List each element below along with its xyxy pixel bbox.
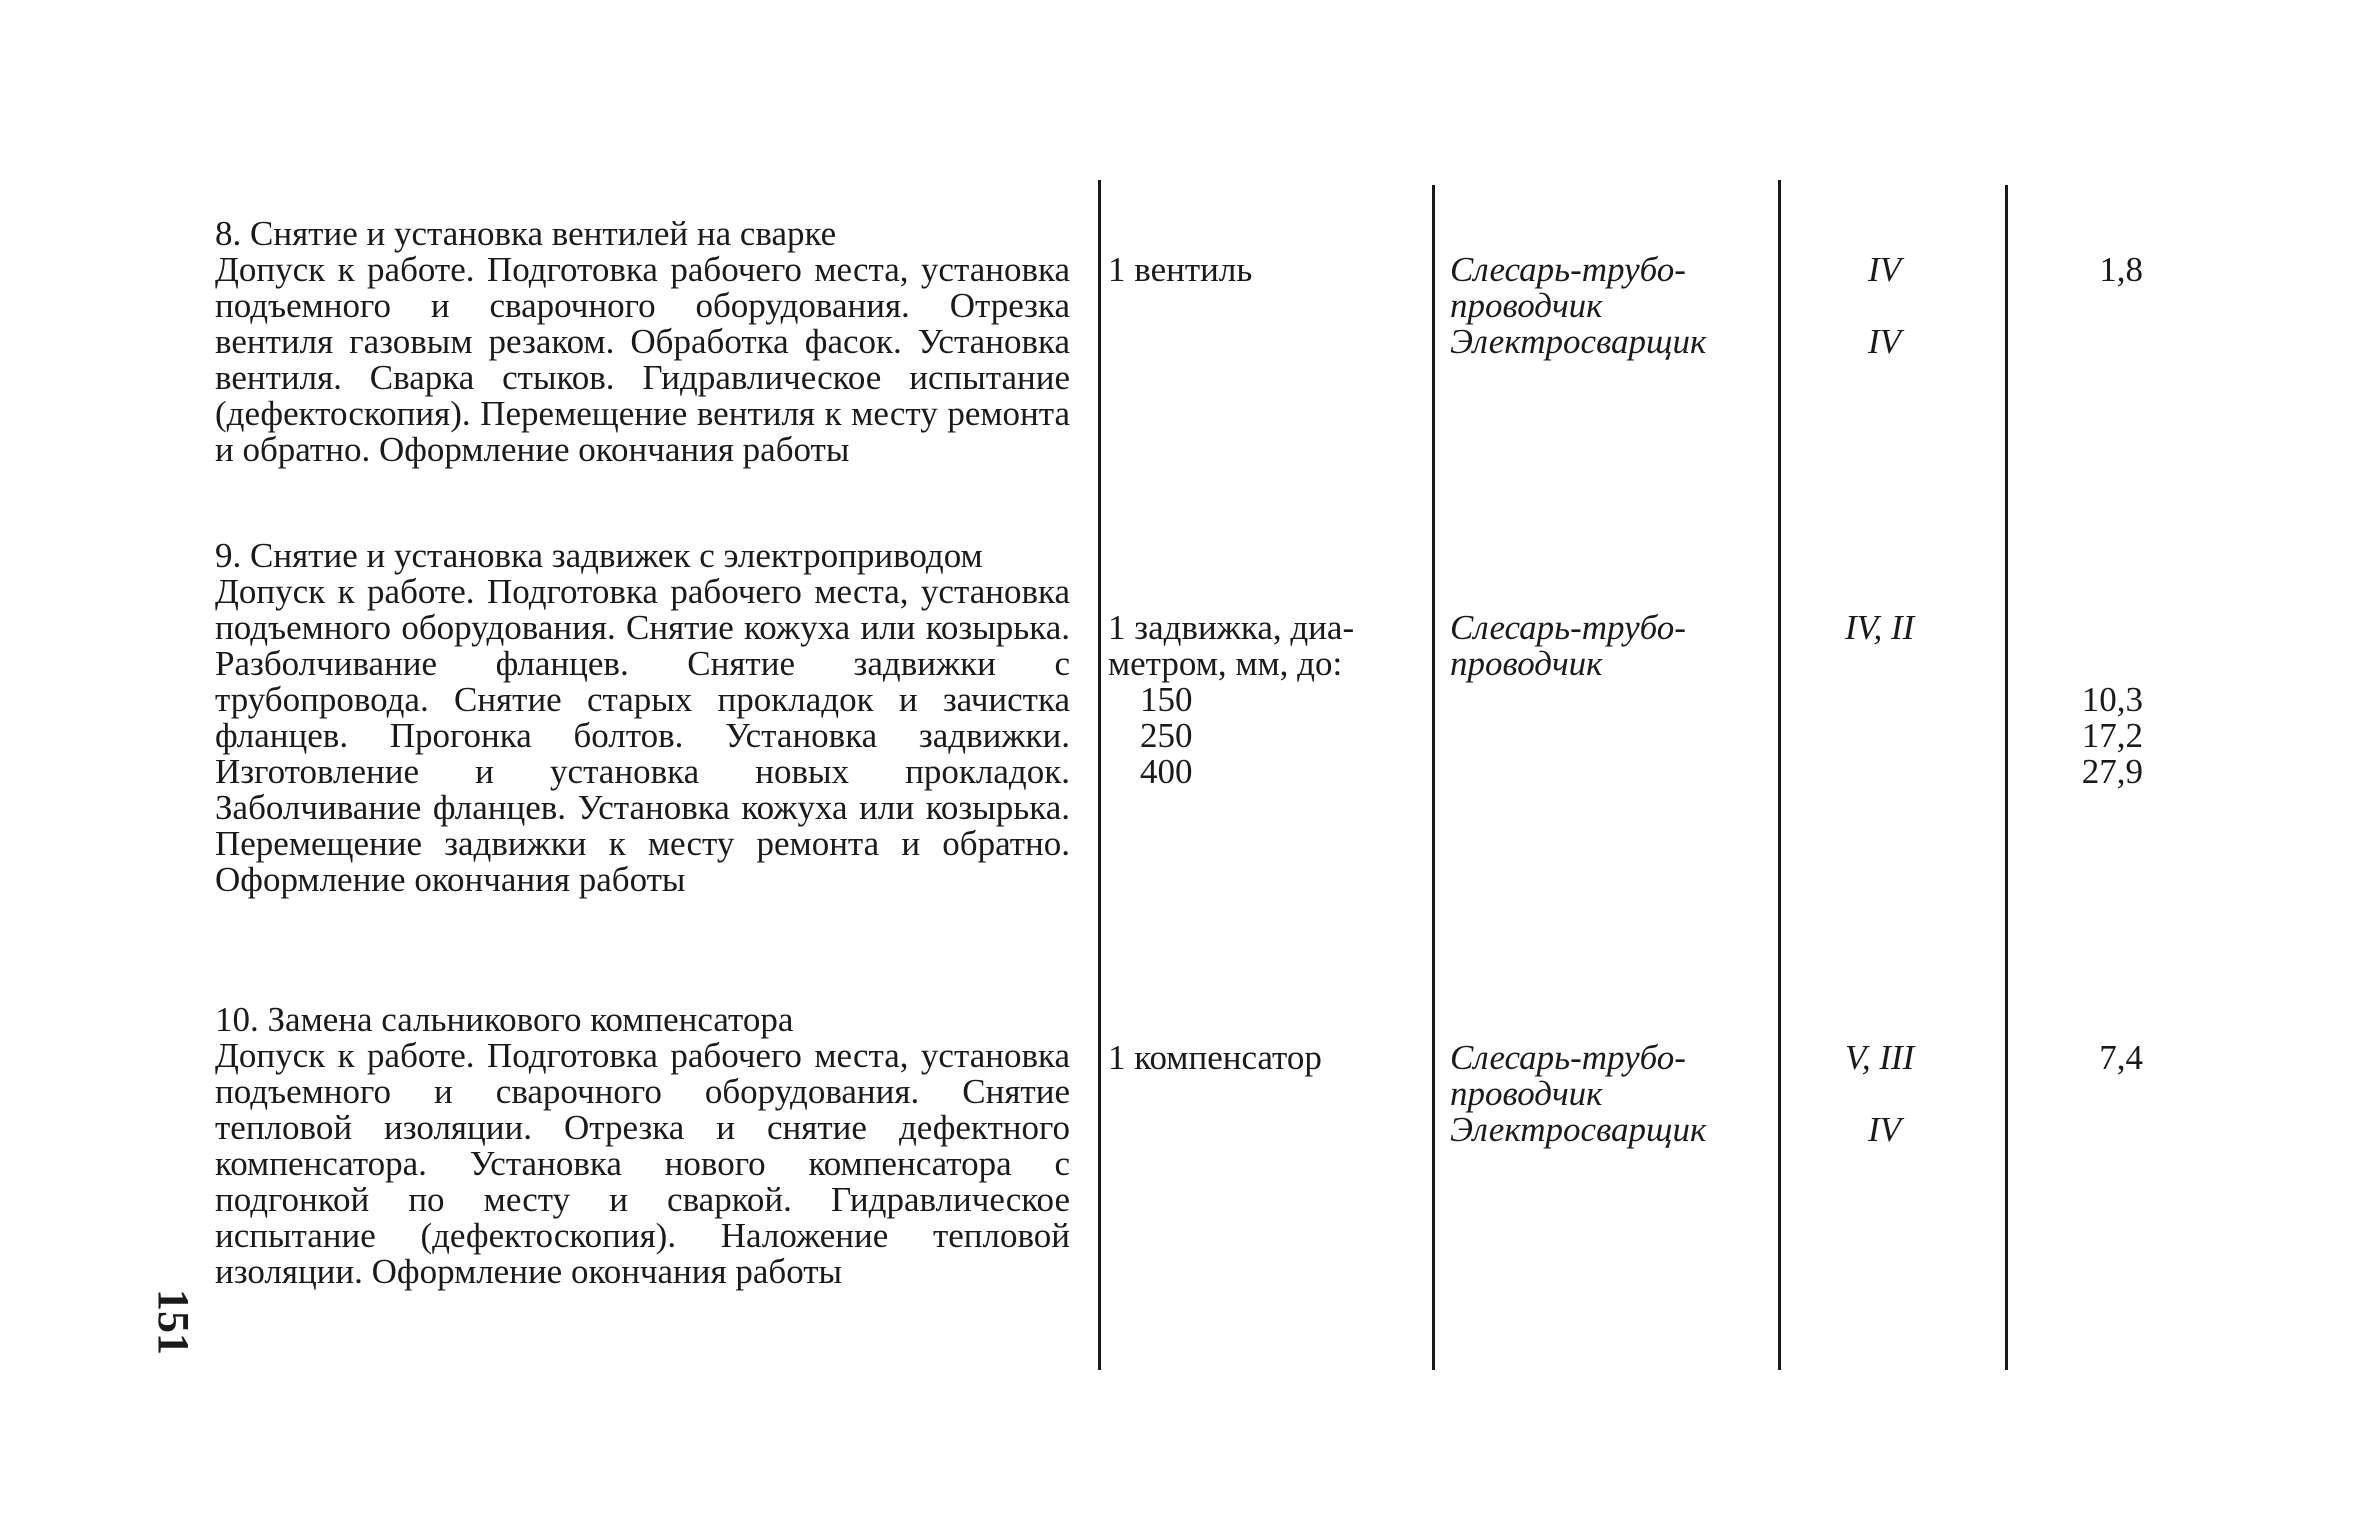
- row-8-unit: 1 вентиль: [1108, 250, 1253, 289]
- row-8-worker-1a: Слесарь-трубо-: [1450, 250, 1686, 289]
- row-9-unit-line-2: метром, мм, до:: [1108, 644, 1343, 683]
- row-8-worker-2: Электросварщик: [1450, 322, 1707, 361]
- row-9-description: [215, 538, 1070, 898]
- row-10-worker-1a: Слесарь-трубо-: [1450, 1038, 1686, 1077]
- row-8-worker-1b: проводчик: [1450, 286, 1603, 325]
- row-9-diameter-250: 250: [1140, 716, 1193, 755]
- row-10-grade-2: IV: [1868, 1110, 1902, 1149]
- row-9-unit-line-1: 1 задвижка, диа-: [1108, 608, 1355, 647]
- row-9-diameter-150: 150: [1140, 680, 1193, 719]
- row-10-worker-1b: проводчик: [1450, 1074, 1603, 1113]
- row-9-norm-250: 17,2: [2081, 716, 2143, 755]
- row-9-grade: IV, II: [1845, 608, 1915, 647]
- row-10-grade-1: V, III: [1845, 1038, 1915, 1077]
- page-number: 151: [149, 1289, 198, 1355]
- row-9-worker-a: Слесарь-трубо-: [1450, 608, 1686, 647]
- column-divider-2: [1432, 185, 1435, 1370]
- column-divider-3: [1778, 180, 1781, 1370]
- row-10-unit: 1 компенсатор: [1108, 1038, 1322, 1077]
- row-9-body: Допуск к работе. Подготовка рабочего места, установка подъемного оборудования. Снятие кожуха или козырька. Разболчивание фланцев. Снятие задвижки с трубопровода. Снятие старых прокладок и зачистка фланцев. Прогонка болтов. Установка задвижки. Изготовление и установка новых прокладок. Заболчивание фланцев. Установка кожуха или козырька. Перемещение задвижки к месту ремонта и обратно. Оформление окончания работы: [215, 572, 1070, 899]
- row-8-grade-1: IV: [1868, 250, 1902, 289]
- row-8-norm: 1,8: [2099, 250, 2143, 289]
- row-9-title: 9. Снятие и установка задвижек с электроприводом: [215, 536, 983, 575]
- row-10-norm: 7,4: [2099, 1038, 2143, 1077]
- column-divider-1: [1098, 180, 1101, 1370]
- column-divider-4: [2005, 185, 2008, 1370]
- row-10-title: 10. Замена сальникового компенсатора: [215, 1000, 794, 1039]
- row-10-worker-2: Электросварщик: [1450, 1110, 1707, 1149]
- row-9-diameter-400: 400: [1140, 752, 1193, 791]
- row-8-body: Допуск к работе. Подготовка рабочего места, установка подъемного и сварочного оборудования. Отрезка вентиля газовым резаком. Обработка фасок. Установка вентиля. Сварка стыков. Гидравлическое испытание (дефектоскопия). Перемещение вентиля к месту ремонта и обратно. Оформление окончания работы: [215, 250, 1070, 469]
- row-8-grade-2: IV: [1868, 322, 1902, 361]
- row-9-norm-400: 27,9: [2081, 752, 2143, 791]
- row-8-description: [215, 216, 1070, 468]
- row-8-title: 8. Снятие и установка вентилей на сварке: [215, 214, 837, 253]
- row-10-body: Допуск к работе. Подготовка рабочего места, установка подъемного и сварочного оборудования. Снятие тепловой изоляции. Отрезка и снятие дефектного компенсатора. Установка нового компенсатора с подгонкой по месту и сваркой. Гидравлическое испытание (дефектоскопия). Наложение тепловой изоляции. Оформление окончания работы: [215, 1036, 1070, 1291]
- row-10-description: [215, 1002, 1070, 1290]
- row-9-norm-150: 10,3: [2081, 680, 2143, 719]
- row-9-worker-b: проводчик: [1450, 644, 1603, 683]
